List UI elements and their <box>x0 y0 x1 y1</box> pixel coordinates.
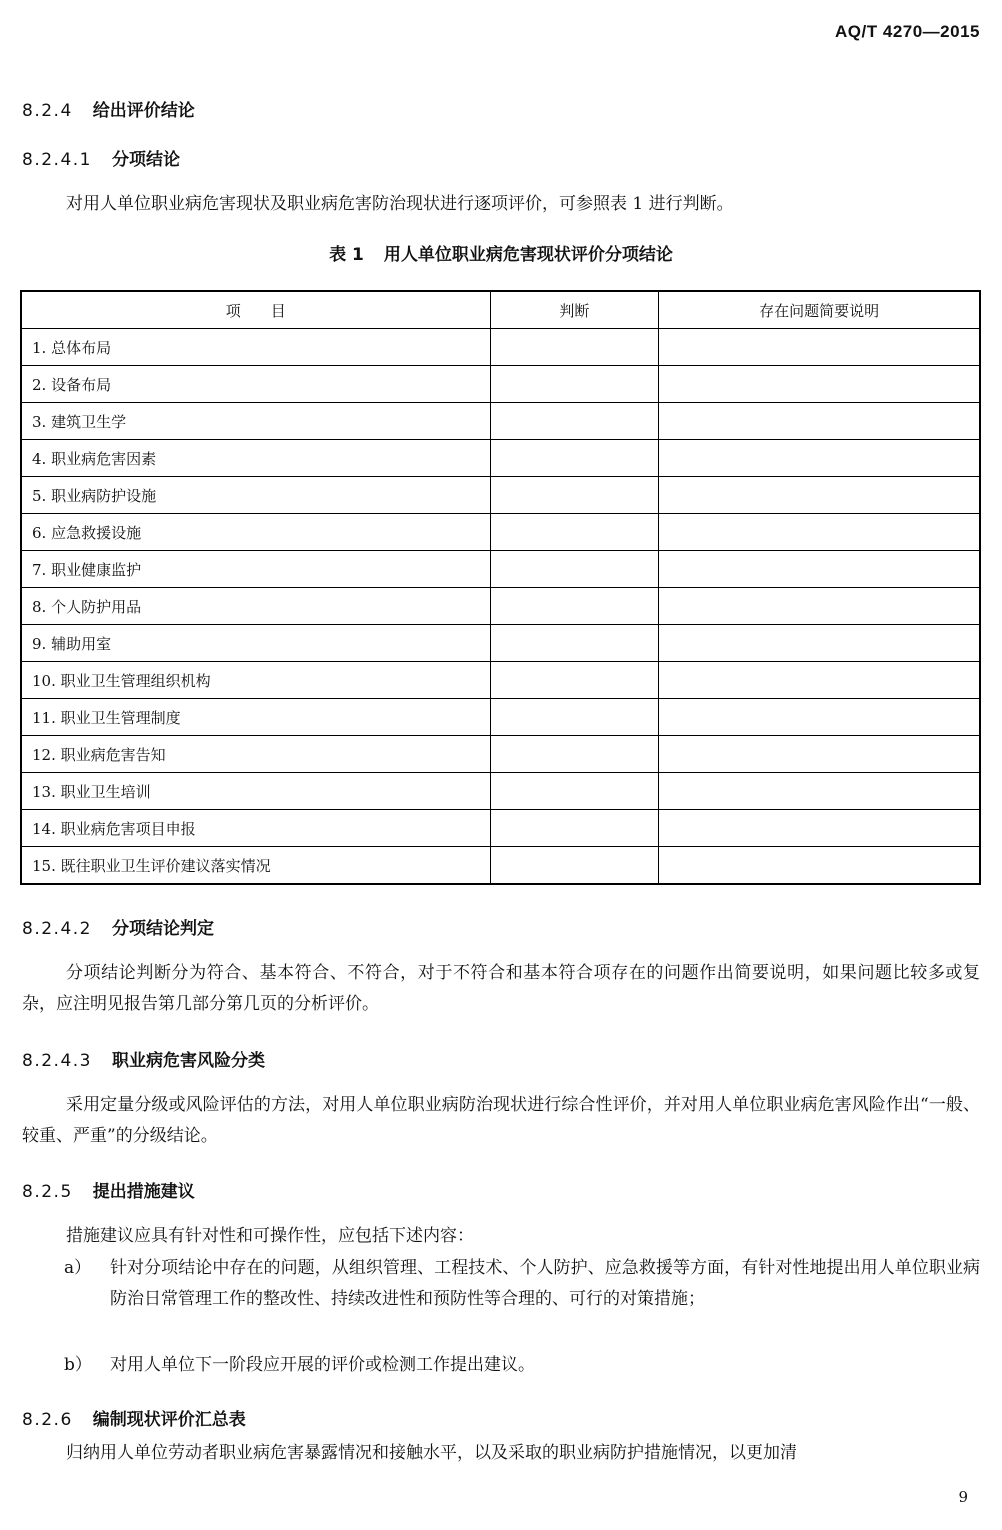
table-caption <box>0 240 1002 265</box>
row-problem-cell <box>659 551 980 588</box>
row-problem-cell <box>659 699 980 736</box>
row-problem-cell <box>659 403 980 440</box>
row-judgment-cell <box>490 847 659 885</box>
heading-number: 8.2.6 <box>22 1410 73 1430</box>
table-row <box>21 440 980 477</box>
table-row <box>21 662 980 699</box>
row-item-label: 10. 职业卫生管理组织机构 <box>21 662 490 699</box>
paragraph-8-2-4-1: 对用人单位职业病危害现状及职业病危害防治现状进行逐项评价，可参照表 1 进行判断。 <box>66 194 734 214</box>
row-item-label: 11. 职业卫生管理制度 <box>21 699 490 736</box>
heading-title: 分项结论 <box>111 150 180 170</box>
table-row <box>21 514 980 551</box>
table-body <box>21 329 980 885</box>
row-item-label: 8. 个人防护用品 <box>21 588 490 625</box>
row-judgment-cell <box>490 551 659 588</box>
list-marker: b） <box>64 1355 92 1375</box>
row-item-label: 1. 总体布局 <box>21 329 490 366</box>
heading-8-2-4-2 <box>22 914 214 939</box>
row-judgment-cell <box>490 810 659 847</box>
header-item: 项 目 <box>21 291 490 329</box>
heading-8-2-5 <box>22 1177 195 1202</box>
heading-title: 编制现状评价汇总表 <box>92 1410 246 1430</box>
row-judgment-cell <box>490 736 659 773</box>
heading-8-2-4 <box>22 96 195 121</box>
table-row <box>21 625 980 662</box>
table-row <box>21 847 980 885</box>
table-row <box>21 403 980 440</box>
heading-8-2-4-1 <box>22 145 180 170</box>
row-problem-cell <box>659 847 980 885</box>
row-problem-cell <box>659 329 980 366</box>
row-item-label: 13. 职业卫生培训 <box>21 773 490 810</box>
row-problem-cell <box>659 440 980 477</box>
row-judgment-cell <box>490 625 659 662</box>
row-item-label: 9. 辅助用室 <box>21 625 490 662</box>
row-problem-cell <box>659 588 980 625</box>
row-judgment-cell <box>490 588 659 625</box>
table-row <box>21 736 980 773</box>
row-judgment-cell <box>490 366 659 403</box>
page-number: 9 <box>958 1488 968 1506</box>
row-problem-cell <box>659 810 980 847</box>
table-row <box>21 329 980 366</box>
row-problem-cell <box>659 477 980 514</box>
heading-title: 职业病危害风险分类 <box>111 1051 265 1071</box>
row-problem-cell <box>659 736 980 773</box>
row-judgment-cell <box>490 773 659 810</box>
evaluation-table <box>20 290 981 885</box>
heading-title: 提出措施建议 <box>92 1182 195 1202</box>
row-judgment-cell <box>490 699 659 736</box>
row-problem-cell <box>659 366 980 403</box>
row-problem-cell <box>659 514 980 551</box>
header-judgment: 判断 <box>490 291 659 329</box>
standard-number: AQ/T 4270—2015 <box>835 22 980 41</box>
row-problem-cell <box>659 662 980 699</box>
paragraph-8-2-4-2: 分项结论判断分为符合、基本符合、不符合，对于不符合和基本符合项存在的问题作出简要说明，如果问题比较多或复杂，应注明见报告第几部分第几页的分析评价。 <box>22 963 980 1014</box>
list-item-b <box>64 1350 980 1381</box>
list-text: 对用人单位下一阶段应开展的评价或检测工作提出建议。 <box>110 1355 535 1375</box>
table-row <box>21 366 980 403</box>
paragraph-8-2-5: 措施建议应具有针对性和可操作性，应包括下述内容： <box>66 1226 474 1246</box>
heading-title: 给出评价结论 <box>92 101 195 121</box>
list-text: 针对分项结论中存在的问题，从组织管理、工程技术、个人防护、应急救援等方面，有针对性地提出用人单位职业病防治日常管理工作的整改性、持续改进性和预防性等合理的、可行的对策措施； <box>110 1258 980 1309</box>
row-item-label: 3. 建筑卫生学 <box>21 403 490 440</box>
row-problem-cell <box>659 625 980 662</box>
row-judgment-cell <box>490 440 659 477</box>
table-row <box>21 810 980 847</box>
row-item-label: 7. 职业健康监护 <box>21 551 490 588</box>
row-item-label: 6. 应急救援设施 <box>21 514 490 551</box>
table-title: 用人单位职业病危害现状评价分项结论 <box>383 245 673 265</box>
header-problem-description: 存在问题简要说明 <box>659 291 980 329</box>
row-judgment-cell <box>490 662 659 699</box>
list-item-a <box>64 1253 980 1315</box>
row-item-label: 12. 职业病危害告知 <box>21 736 490 773</box>
row-item-label: 5. 职业病防护设施 <box>21 477 490 514</box>
heading-title: 分项结论判定 <box>111 919 214 939</box>
table-header-row <box>21 291 980 329</box>
row-item-label: 15. 既往职业卫生评价建议落实情况 <box>21 847 490 885</box>
row-problem-cell <box>659 773 980 810</box>
paragraph-8-2-4-3: 采用定量分级或风险评估的方法，对用人单位职业病防治现状进行综合性评价，并对用人单位职业病危害风险作出“一般、较重、严重”的分级结论。 <box>22 1095 980 1146</box>
table-row <box>21 477 980 514</box>
heading-number: 8.2.4.1 <box>22 150 92 170</box>
table-row <box>21 699 980 736</box>
table-row <box>21 773 980 810</box>
table-label: 表 1 <box>329 245 364 265</box>
row-item-label: 2. 设备布局 <box>21 366 490 403</box>
row-judgment-cell <box>490 477 659 514</box>
row-judgment-cell <box>490 329 659 366</box>
heading-number: 8.2.4.3 <box>22 1051 92 1071</box>
list-marker: a） <box>64 1258 92 1278</box>
heading-8-2-4-3 <box>22 1046 265 1071</box>
row-item-label: 14. 职业病危害项目申报 <box>21 810 490 847</box>
heading-number: 8.2.4 <box>22 101 73 121</box>
table-row <box>21 588 980 625</box>
table-row <box>21 551 980 588</box>
row-item-label: 4. 职业病危害因素 <box>21 440 490 477</box>
paragraph-8-2-6 <box>22 1420 980 1469</box>
paragraph-text: 归纳用人单位劳动者职业病危害暴露情况和接触水平，以及采取的职业病防护措施情况，以更加清 <box>66 1443 797 1463</box>
heading-number: 8.2.4.2 <box>22 919 92 939</box>
heading-number: 8.2.5 <box>22 1182 73 1202</box>
row-judgment-cell <box>490 403 659 440</box>
row-judgment-cell <box>490 514 659 551</box>
